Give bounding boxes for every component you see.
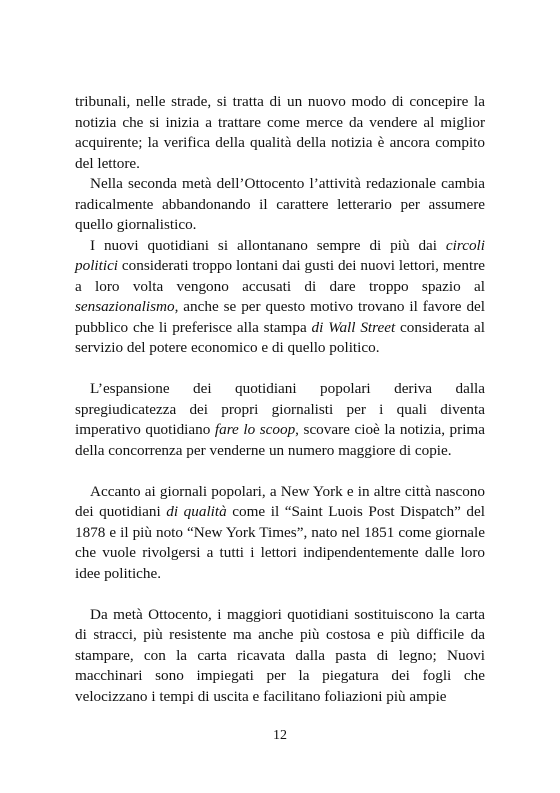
text-span: considerata al servizio del potere economico e di quello politico. [75,318,485,356]
paragraph-4 [75,379,485,461]
text-span: tribunali, nelle strade, si tratta di un nuovo modo di concepire la notizia che si inizia a trattare come merce da vendere al miglior acquirente; la verifica della qualità della notizia è ancora compito del lettore. [75,93,485,172]
text-span: , scovare cioè la notizia, prima della concorrenza per venderne un numero maggiore di copie. [75,421,485,459]
text-span: I nuovi quotidiani si allontanano sempre di più dai [90,236,446,254]
text-span: come il “Saint Luois Post Dispatch” del 1878 e il più noto “New York Times”, nato nel 1851 come giornale che vuole rivolgersi a tutti i lettori indipendentemente dalle loro idee politiche. [75,503,485,582]
text-span: L’espansione dei quotidiani popolari deriva dalla spregiudicatezza dei propri giornalisti per i quali diventa imperativo quotidiano [75,380,485,438]
text-span: , anche se per questo motivo trovano il favore del pubblico che li preferisce alla stampa [75,298,485,336]
document-page [75,92,485,707]
paragraph-3 [75,236,485,359]
paragraph-1 [75,92,485,174]
text-span: Nella seconda metà dell’Ottocento l’attività redazionale cambia radicalmente abbandonando il carattere letterario per assumere quello giornalistico. [75,175,485,233]
italic-span: sensazionalismo [75,298,175,315]
italic-span: fare lo scoop [214,421,296,438]
italic-span: di Wall Street [311,318,396,336]
page-number: 12 [273,728,287,743]
paragraph-5 [75,482,485,585]
text-span: Da metà Ottocento, i maggiori quotidiani sostituiscono la carta di stracci, più resistente ma anche più costosa e più difficile da stampare, con la carta ricavata dalla pasta di legno; Nuovi macchinari sono impiegati per la piegatura dei fogli che velocizzano i tempi di uscita e facilitano foliazioni più ampie [75,605,485,705]
paragraph-6 [75,605,485,708]
italic-span: di qualità [166,503,227,520]
text-span: Accanto ai giornali popolari, a New York e in altre città nascono dei quotidiani [75,482,485,520]
paragraph-2 [75,174,485,236]
text-span: considerati troppo lontani dai gusti dei nuovi lettori, mentre a loro volta vengono accusati di dare troppo spazio al [75,257,485,295]
italic-span: circoli politici [75,236,485,274]
